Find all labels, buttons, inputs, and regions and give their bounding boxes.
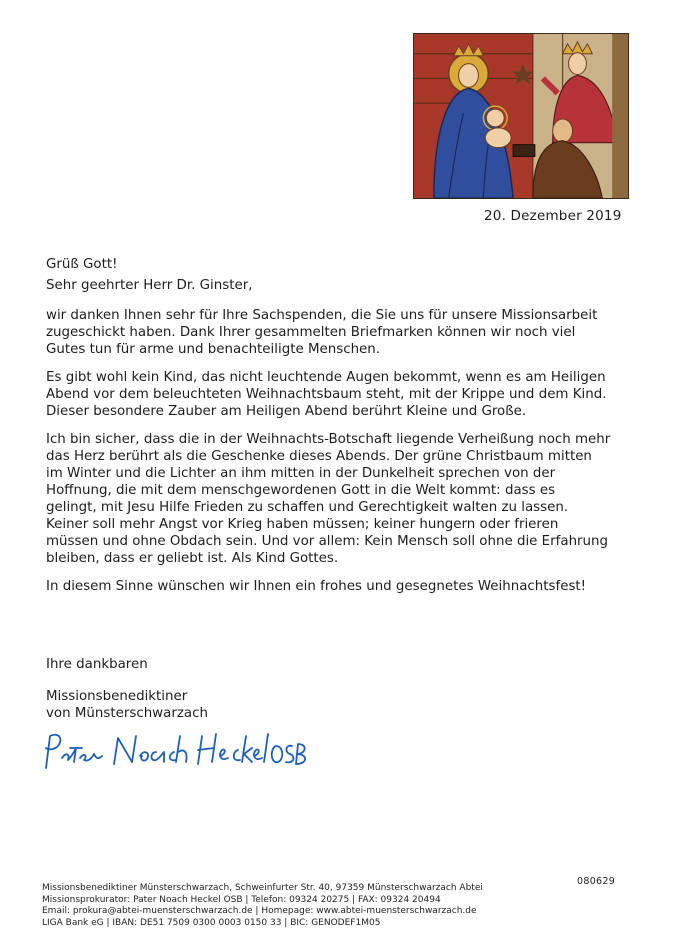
signature-icon — [40, 728, 310, 776]
footer-contact: Missionsprokurator: Pater Noach Heckel OSB | Telefon: 09324 20275 | FAX: 09324 20494 — [42, 894, 441, 905]
paragraph-line: Ich bin sicher, dass die in der Weihnachts-Botschaft liegende Verheißung noch mehr — [46, 432, 611, 447]
sender-line: von Münsterschwarzach — [46, 706, 208, 721]
letter-date: 20. Dezember 2019 — [484, 208, 622, 224]
paragraph-line: bleiben, dass er geliebt ist. Als Kind Gottes. — [46, 551, 339, 566]
sender-line: Missionsbenediktiner — [46, 689, 188, 704]
footer-address: Missionsbenediktiner Münsterschwarzach, Schweinfurter Str. 40, 97359 Münsterschwarzach Abtei — [42, 883, 483, 893]
paragraph-line: im Winter und die Lichter an ihm mitten in der Dunkelheit sprechen von der — [46, 466, 556, 481]
salutation: Sehr geehrter Herr Dr. Ginster, — [46, 278, 253, 293]
paragraph-2 — [46, 369, 606, 420]
paragraph-line: zugeschickt haben. Dank Ihrer gesammelten Briefmarken können wir noch viel — [46, 325, 576, 340]
paragraph-line: Dieser besondere Zauber am Heiligen Abend berührt Kleine und Große. — [46, 404, 527, 419]
paragraph-3 — [46, 431, 610, 567]
paragraph-line: das Herz berührt als die Geschenke dieses Abends. Der grüne Christbaum mitten — [46, 449, 592, 464]
paragraph-line: müssen und ohne Obdach sein. Und vor allem: Kein Mensch soll ohne die Erfahrung — [46, 534, 609, 549]
nativity-illustration — [413, 33, 629, 199]
letterhead-footer — [42, 883, 483, 929]
handwritten-signature — [40, 728, 310, 776]
closing: Ihre dankbaren — [46, 657, 148, 672]
paragraph-line: Gutes tun für arme und benachteiligte Menschen. — [46, 342, 381, 357]
paragraph-4: In diesem Sinne wünschen wir Ihnen ein frohes und gesegnetes Weihnachtsfest! — [46, 579, 587, 594]
paragraph-line: Es gibt wohl kein Kind, das nicht leuchtende Augen bekommt, wenn es am Heiligen — [46, 370, 606, 385]
paragraph-line: wir danken Ihnen sehr für Ihre Sachspenden, die Sie uns für unsere Missionsarbeit — [46, 308, 598, 323]
footer-email-homepage: Email: prokura@abtei-muensterschwarzach.de | Homepage: www.abtei-muensterschwarzach.de — [42, 906, 477, 916]
paragraph-line: Abend vor dem beleuchteten Weihnachtsbaum steht, mit der Krippe und dem Kind. — [46, 387, 607, 402]
greeting: Grüß Gott! — [46, 257, 118, 272]
paragraph-line: gelingt, mit Jesu Hilfe Frieden zu schaffen und Gerechtigkeit walten zu lassen. — [46, 500, 569, 515]
paragraph-line: Keiner soll mehr Angst vor Krieg haben müssen; keiner hungern oder frieren — [46, 517, 559, 532]
paragraph-line: Hoffnung, die mit dem menschgewordenen Gott in die Welt kommt: dass es — [46, 483, 556, 498]
footer-bank: LIGA Bank eG | IBAN: DE51 7509 0300 0003 0150 33 | BIC: GENODEF1M05 — [42, 917, 381, 928]
reference-number: 080629 — [577, 876, 616, 887]
nativity-woodcut-icon — [414, 34, 628, 198]
paragraph-1 — [46, 307, 597, 358]
sender — [46, 688, 208, 722]
